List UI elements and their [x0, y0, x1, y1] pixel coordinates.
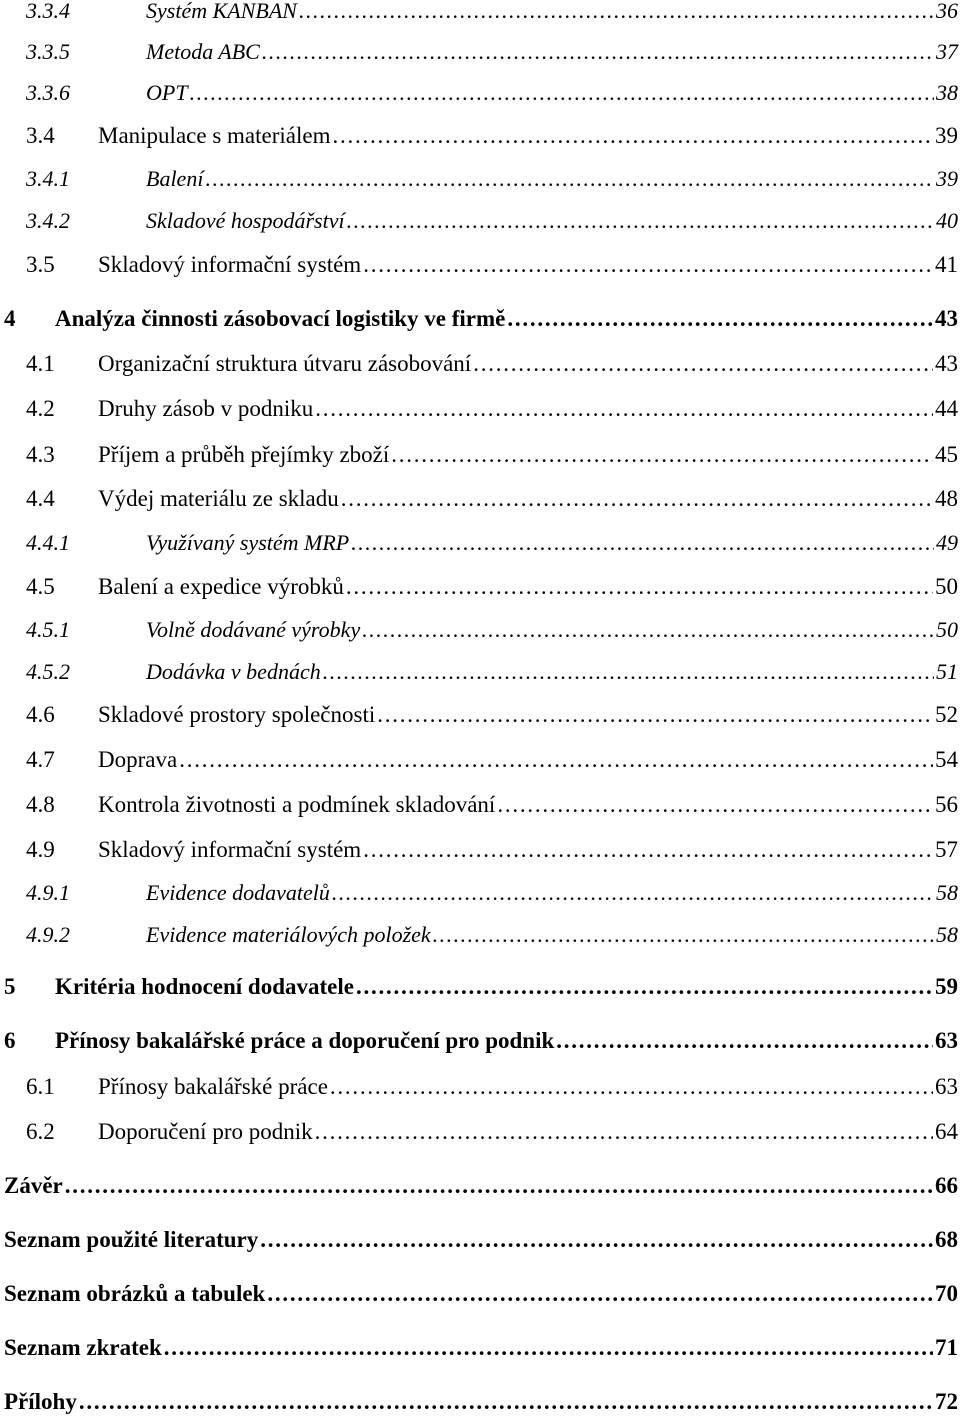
- dot-leader: [332, 882, 934, 904]
- toc-entry-page: 52: [935, 702, 958, 727]
- toc-entry-number: 4.8: [26, 792, 55, 817]
- toc-entry[interactable]: [4, 124, 958, 147]
- toc-entry-number: 4.4: [26, 486, 55, 511]
- toc-entry[interactable]: [4, 1336, 958, 1359]
- toc-entry-title: Volně dodávané výrobky: [146, 617, 361, 642]
- toc-entry-number: 4.9.1: [26, 880, 70, 905]
- dot-leader: [363, 838, 933, 861]
- dot-leader: [315, 397, 933, 420]
- toc-entry-page: 54: [935, 747, 958, 772]
- toc-entry-number: 4: [4, 306, 16, 331]
- dot-leader: [391, 443, 933, 466]
- toc-entry-title: Příjem a průběh přejímky zboží: [98, 442, 390, 467]
- toc-entry-page: 36: [936, 0, 958, 23]
- dot-leader: [323, 661, 934, 683]
- toc-entry[interactable]: [4, 210, 958, 232]
- toc-entry-title: Manipulace s materiálem: [98, 123, 331, 148]
- toc-entry-number: 4.4.1: [26, 530, 70, 555]
- toc-entry-title: Výdej materiálu ze skladu: [98, 486, 339, 511]
- toc-entry[interactable]: [4, 619, 958, 641]
- toc-entry[interactable]: [4, 1390, 958, 1413]
- dot-leader: [363, 253, 933, 276]
- toc-entry-number: 3.4.2: [26, 208, 70, 233]
- dot-leader: [65, 1174, 933, 1197]
- toc-entry[interactable]: [4, 793, 958, 816]
- dot-leader: [377, 703, 933, 726]
- toc-entry-number: 3.3.5: [26, 39, 70, 64]
- toc-entry-page: 68: [935, 1227, 958, 1252]
- toc-entry-title: Doprava: [98, 747, 178, 772]
- toc-entry-number: 3.4.1: [26, 166, 70, 191]
- toc-entry-title: Skladové hospodářství: [146, 208, 345, 233]
- toc-entry-title: Závěr: [4, 1173, 63, 1198]
- toc-entry-page: 72: [935, 1389, 958, 1414]
- toc-entry-number: 4.7: [26, 747, 55, 772]
- toc-entry-number: 3.3.4: [26, 0, 70, 23]
- dot-leader: [190, 82, 934, 104]
- toc-entry-page: 63: [935, 1074, 958, 1099]
- toc-entry-number: 4.5.2: [26, 659, 70, 684]
- toc-entry[interactable]: [4, 975, 958, 998]
- toc-entry-page: 57: [935, 837, 958, 862]
- toc-entry[interactable]: [4, 487, 958, 510]
- dot-leader: [341, 487, 933, 510]
- toc-entry[interactable]: [4, 1228, 958, 1251]
- toc-entry-title: Evidence materiálových položek: [146, 922, 431, 947]
- toc-entry[interactable]: [4, 253, 958, 276]
- toc-entry-number: 4.5.1: [26, 617, 70, 642]
- dot-leader: [347, 210, 934, 232]
- toc-entry-title: Balení a expedice výrobků: [98, 574, 344, 599]
- toc-entry-page: 45: [935, 442, 958, 467]
- toc-entry-page: 58: [936, 922, 958, 947]
- dot-leader: [267, 1282, 933, 1305]
- toc-entry[interactable]: [4, 1120, 958, 1143]
- toc-entry-number: 4.5: [26, 574, 55, 599]
- toc-entry[interactable]: [4, 82, 958, 104]
- toc-entry[interactable]: [4, 838, 958, 861]
- toc-entry-title: Analýza činnosti zásobovací logistiky ve firmě: [55, 306, 506, 331]
- toc-entry-page: 39: [936, 166, 958, 191]
- toc-entry-number: 6.2: [26, 1119, 55, 1144]
- toc-entry-page: 40: [936, 208, 958, 233]
- dot-leader: [262, 41, 934, 63]
- toc-entry-page: 37: [936, 39, 958, 64]
- toc-entry-page: 49: [936, 530, 958, 555]
- toc-entry-title: Seznam použité literatury: [4, 1227, 259, 1252]
- dot-leader: [299, 0, 934, 22]
- dot-leader: [315, 1120, 933, 1143]
- toc-entry-page: 39: [935, 123, 958, 148]
- toc-entry-title: Skladový informační systém: [98, 252, 362, 277]
- toc-entry-number: 4.9.2: [26, 922, 70, 947]
- dot-leader: [179, 748, 933, 771]
- dot-leader: [346, 575, 933, 598]
- toc-entry-number: 4.6: [26, 702, 55, 727]
- toc-entry-number: 4.2: [26, 396, 55, 421]
- toc-entry[interactable]: [4, 443, 958, 466]
- toc-entry[interactable]: [4, 661, 958, 683]
- toc-entry-page: 63: [935, 1028, 958, 1053]
- toc-entry-page: 58: [936, 880, 958, 905]
- dot-leader: [330, 1075, 933, 1098]
- toc-entry[interactable]: [4, 1075, 958, 1098]
- dot-leader: [332, 124, 933, 147]
- toc-entry-title: Metoda ABC: [146, 39, 260, 64]
- toc-entry-number: 4.9: [26, 837, 55, 862]
- dot-leader: [351, 532, 934, 554]
- toc-entry-number: 3.4: [26, 123, 55, 148]
- toc-entry-title: Balení: [146, 166, 204, 191]
- toc-entry-number: 3.3.6: [26, 80, 70, 105]
- toc-entry-title: Seznam obrázků a tabulek: [4, 1281, 266, 1306]
- toc-entry[interactable]: [4, 352, 958, 375]
- toc-entry-page: 51: [936, 659, 958, 684]
- dot-leader: [362, 619, 934, 641]
- toc-entry-title: Seznam zkratek: [4, 1335, 162, 1360]
- toc-entry-page: 71: [935, 1335, 958, 1360]
- toc-entry[interactable]: [4, 307, 958, 330]
- dot-leader: [164, 1336, 933, 1359]
- toc-entry[interactable]: [4, 168, 958, 190]
- toc-entry-page: 44: [935, 396, 958, 421]
- dot-leader: [556, 1029, 933, 1052]
- toc-entry-number: 4.1: [26, 351, 55, 376]
- toc-entry[interactable]: [4, 532, 958, 554]
- toc-entry-page: 59: [935, 974, 958, 999]
- toc-entry-title: Systém KANBAN: [146, 0, 297, 23]
- toc-entry-page: 70: [935, 1281, 958, 1306]
- dot-leader: [79, 1390, 933, 1413]
- toc-entry-title: Organizační struktura útvaru zásobování: [98, 351, 472, 376]
- toc-entry-page: 66: [935, 1173, 958, 1198]
- toc-entry-number: 3.5: [26, 252, 55, 277]
- dot-leader: [356, 975, 933, 998]
- toc-entry-title: OPT: [146, 80, 188, 105]
- toc-entry-title: Druhy zásob v podniku: [98, 396, 314, 421]
- toc-entry-page: 50: [936, 617, 958, 642]
- dot-leader: [205, 168, 934, 190]
- dot-leader: [497, 793, 933, 816]
- toc-entry-number: 6.1: [26, 1074, 55, 1099]
- toc-entry-title: Kontrola životnosti a podmínek skladování: [98, 792, 496, 817]
- toc-entry[interactable]: [4, 1174, 958, 1197]
- toc-entry-title: Skladové prostory společnosti: [98, 702, 376, 727]
- toc-entry-title: Využívaný systém MRP: [146, 530, 350, 555]
- dot-leader: [260, 1228, 933, 1251]
- toc-entry-page: 41: [935, 252, 958, 277]
- dot-leader: [473, 352, 933, 375]
- toc-entry-page: 50: [935, 574, 958, 599]
- toc-entry[interactable]: [4, 41, 958, 63]
- toc-entry-page: 43: [935, 306, 958, 331]
- toc-entry-title: Doporučení pro podnik: [98, 1119, 313, 1144]
- toc-entry-title: Evidence dodavatelů: [146, 880, 330, 905]
- toc-entry[interactable]: [4, 1282, 958, 1305]
- toc-entry[interactable]: [4, 882, 958, 904]
- dot-leader: [433, 924, 934, 946]
- toc-entry[interactable]: [4, 397, 958, 420]
- toc-entry-page: 43: [935, 351, 958, 376]
- toc-entry[interactable]: [4, 575, 958, 598]
- toc-entry[interactable]: [4, 1029, 958, 1052]
- toc-entry-page: 64: [935, 1119, 958, 1144]
- toc-entry-title: Skladový informační systém: [98, 837, 362, 862]
- toc-entry-page: 56: [935, 792, 958, 817]
- toc-entry-page: 38: [936, 80, 958, 105]
- toc-entry-title: Přínosy bakalářské práce a doporučení pro podnik: [55, 1028, 555, 1053]
- toc-entry-number: 4.3: [26, 442, 55, 467]
- toc-entry-title: Kritéria hodnocení dodavatele: [55, 974, 354, 999]
- toc-entry-number: 6: [4, 1028, 16, 1053]
- toc-entry-title: Přínosy bakalářské práce: [98, 1074, 328, 1099]
- toc-entry-number: 5: [4, 974, 16, 999]
- toc-entry[interactable]: [4, 703, 958, 726]
- toc-entry-title: Dodávka v bednách: [146, 659, 321, 684]
- toc-entry[interactable]: [4, 748, 958, 771]
- toc-entry[interactable]: [4, 0, 958, 22]
- toc-entry[interactable]: [4, 924, 958, 946]
- toc-entry-title: Přílohy: [4, 1389, 77, 1414]
- dot-leader: [507, 307, 933, 330]
- toc-entry-page: 48: [935, 486, 958, 511]
